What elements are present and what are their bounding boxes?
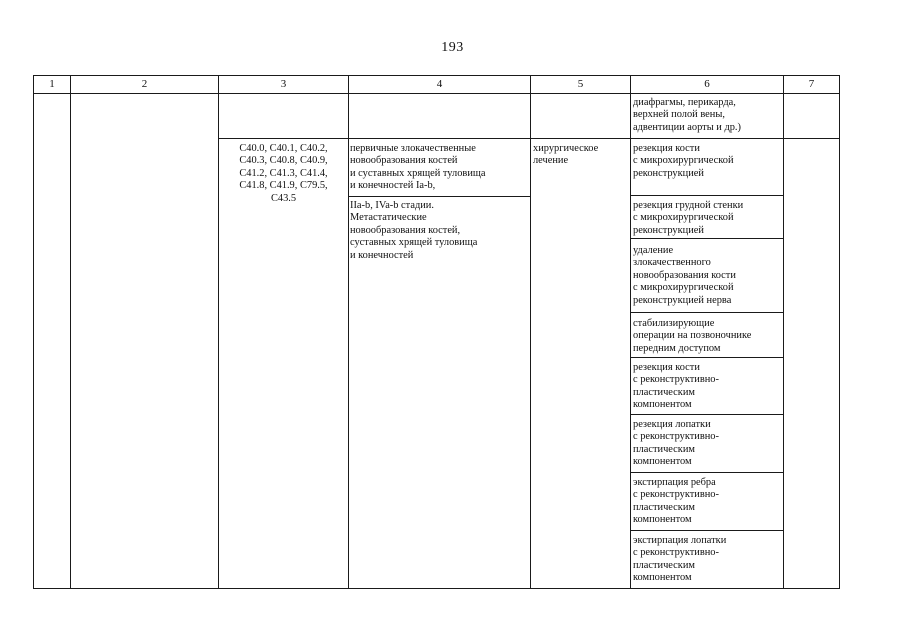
method-item: резекция кости с микрохирургической реконструкцией bbox=[633, 143, 734, 179]
col6-separator bbox=[630, 414, 783, 415]
col6-separator bbox=[630, 312, 783, 313]
column-header-4: 4 bbox=[436, 78, 443, 90]
header-bottom-border bbox=[33, 93, 840, 94]
col-border bbox=[218, 75, 219, 589]
column-header-1: 1 bbox=[49, 78, 55, 90]
method-item: резекция лопатки с реконструктивно- пластическим компонентом bbox=[633, 419, 719, 468]
col4-separator bbox=[348, 196, 530, 197]
table-top-border bbox=[33, 75, 840, 76]
col-border-right bbox=[839, 75, 840, 589]
col6-separator bbox=[630, 357, 783, 358]
method-item: удаление злокачественного новообразования кости с микрохирургической реконструкцией нерва bbox=[633, 245, 736, 306]
col6-separator bbox=[630, 530, 783, 531]
treatment-type: хирургическое лечение bbox=[533, 143, 599, 167]
method-item: экстирпация лопатки с реконструктивно- пластическим компонентом bbox=[633, 535, 727, 584]
method-item: экстирпация ребра с реконструктивно- пластическим компонентом bbox=[633, 477, 719, 526]
diagnosis-secondary: IIa-b, IVa-b стадии. Метастатические новообразования костей, суставных хрящей туловища и конечностей bbox=[350, 200, 478, 261]
method-item: резекция кости с реконструктивно- пластическим компонентом bbox=[633, 362, 719, 411]
col6-separator bbox=[630, 238, 783, 239]
row-separator bbox=[218, 138, 840, 139]
column-header-3: 3 bbox=[280, 78, 287, 90]
table-bottom-border bbox=[33, 588, 840, 589]
col6-separator bbox=[630, 195, 783, 196]
col-border bbox=[783, 75, 784, 589]
column-header-7: 7 bbox=[808, 78, 815, 90]
method-item: резекция грудной стенки с микрохирургической реконструкцией bbox=[633, 200, 744, 236]
continuation-method-text: диафрагмы, перикарда, верхней полой вены, адвентиции аорты и др.) bbox=[633, 97, 741, 133]
page-number: 193 bbox=[441, 40, 464, 55]
col-border bbox=[530, 75, 531, 589]
diagnosis-primary: первичные злокачественные новообразования костей и суставных хрящей туловища и конечностей Ia-b, bbox=[350, 143, 486, 192]
col-border bbox=[630, 75, 631, 589]
icd-codes: C40.0, C40.1, C40.2, C40.3, C40.8, C40.9, C41.2, C41.3, C41.4, C41.8, C41.9, C79.5, C43.5 bbox=[239, 143, 328, 204]
col6-separator bbox=[630, 472, 783, 473]
column-header-2: 2 bbox=[141, 78, 148, 90]
col-border-left bbox=[33, 75, 34, 589]
column-header-5: 5 bbox=[577, 78, 584, 90]
method-item: стабилизирующие операции на позвоночнике передним доступом bbox=[633, 318, 752, 354]
column-header-6: 6 bbox=[704, 78, 710, 90]
col-border bbox=[348, 75, 349, 589]
col-border bbox=[70, 75, 71, 589]
